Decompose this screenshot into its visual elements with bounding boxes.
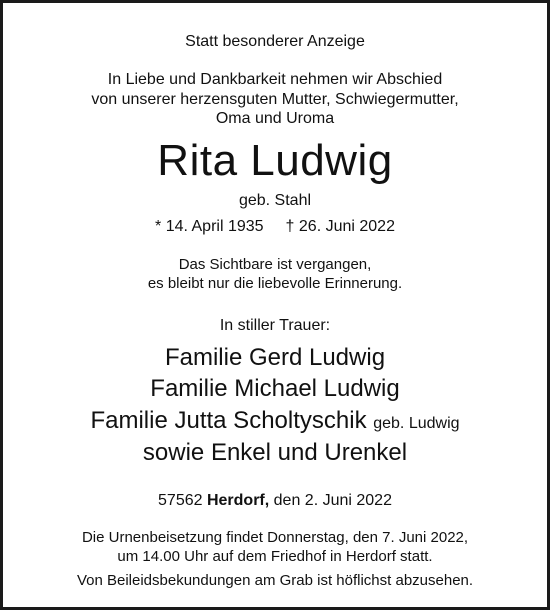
mourners-label: In stiller Trauer: [219,317,331,334]
postcode: 57562 [158,492,203,509]
mourner-line-3-note: geb. Ludwig [373,415,460,432]
life-dates [3,217,547,237]
deceased-name: Rita Ludwig [157,136,393,185]
birth-date: * 14. April 1935 [155,218,264,235]
quote-line-2: es bleibt nur die liebevolle Erinnerung. [147,275,403,292]
funeral-line-1: Die Urnenbeisetzung findet Donnerstag, den 7. Juni 2022, [81,529,469,546]
notice-header: Statt besonderer Anzeige [185,33,365,50]
intro-line-1: In Liebe und Dankbarkeit nehmen wir Abschied [107,71,443,88]
mourner-line-1: Familie Gerd Ludwig [164,344,386,371]
funeral-line-2: um 14.00 Uhr auf dem Friedhof in Herdorf statt. [117,548,433,565]
quote-line-1: Das Sichtbare ist vergangen, [178,256,372,273]
intro-line-2: von unserer herzensguten Mutter, Schwiegermutter, [91,91,459,108]
birth-name: geb. Stahl [238,192,312,209]
closing-note: Von Beileidsbekundungen am Grab ist höflichst abzusehen. [76,572,474,589]
intro-line-3: Oma und Uroma [215,110,335,127]
mourner-line-4: sowie Enkel und Urenkel [142,439,408,466]
mourner-line-3 [3,406,547,439]
death-date: † 26. Juni 2022 [285,218,395,235]
place-date [3,491,547,511]
mourner-line-2: Familie Michael Ludwig [150,375,400,402]
mourner-line-3-name: Familie Jutta Scholtyschik [90,407,367,434]
town: Herdorf, [206,492,270,509]
date: den 2. Juni 2022 [273,492,392,509]
